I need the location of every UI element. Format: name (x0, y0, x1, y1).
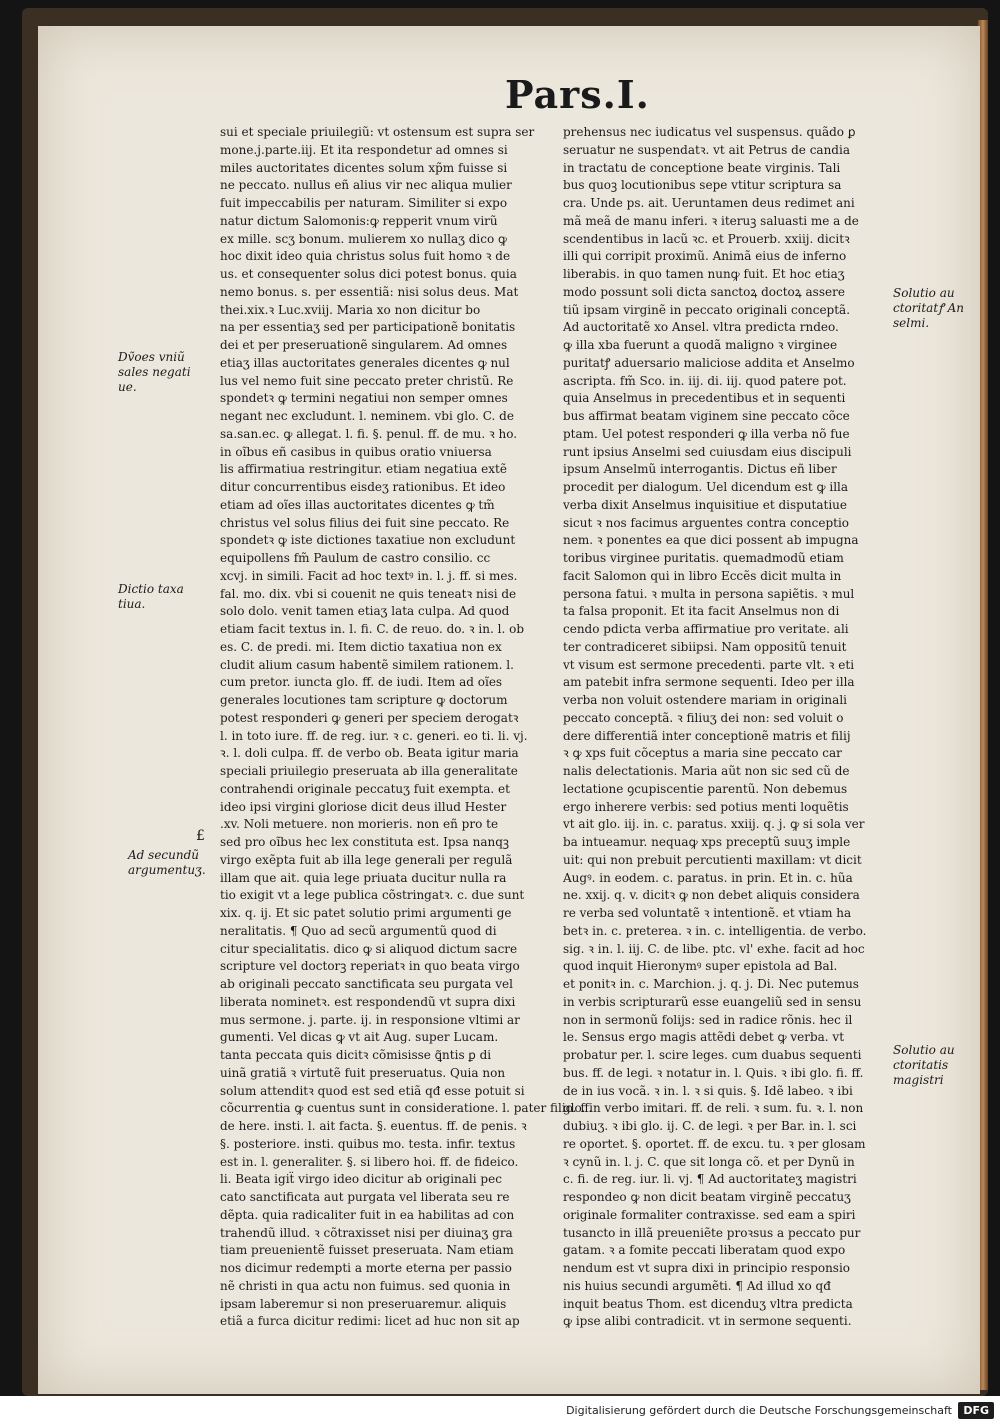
text-line: citur specialitatis. dico ꝙ si aliquod dictum sacre (220, 941, 518, 956)
text-line: nos dicimur redempti a morte eterna per passio (220, 1261, 512, 1275)
text-line: negant nec excludunt. l. neminem. vbi glo. C. de (220, 409, 514, 423)
text-line: c. fi. de reg. iur. li. vj. ¶ Ad auctoritateʒ magistri (563, 1172, 857, 1187)
text-line: na per essentiaʒ sed per participationẽ bonitatis (220, 320, 516, 335)
footer-credit: Digitalisierung gefördert durch die Deutsche Forschungsgemeinschaft (566, 1404, 952, 1417)
text-line: probatur per. l. scire leges. cum duabus sequenti (563, 1048, 862, 1062)
text-line: ter contradiceret sibiipsi. Nam oppositũ tenuit (563, 639, 847, 654)
text-line: le. Sensus ergo magis attẽdi debet ꝙ verba. vt (563, 1030, 845, 1045)
text-line: hoc dixit ideo quia christus solus fuit homo ꝛ de (220, 249, 511, 264)
text-line: dubiuʒ. ꝛ ibi glo. ij. C. de legi. ꝛ per Bar. in. l. sci (563, 1119, 857, 1133)
text-line: etiam ad oĩes illas auctoritates dicentes ꝙ tm̃ (220, 497, 495, 512)
text-line: tiũ ipsam virginẽ in peccato originali conceptã. (563, 302, 851, 317)
text-line: ex mille. scʒ bonum. mulierem xo nullaʒ dico ꝙ (220, 231, 508, 246)
text-line: Augꝰ. in eodem. c. paratus. in prin. Et in. c. hũa (563, 870, 853, 885)
text-line: xix. q. ij. Et sic patet solutio primi argumenti ge (220, 906, 512, 920)
text-line: cato sanctificata aut purgata vel liberata seu re (220, 1190, 510, 1204)
text-line: etiam facit textus in. l. fi. C. de reuo. do. ꝛ in. l. ob (220, 622, 524, 636)
text-line: mã meã de manu inferi. ꝛ iteruꝫ saluasti me a de (563, 213, 859, 228)
text-line: li. Beata igiẗ virgo ideo dicitur ab originali pec (220, 1172, 502, 1187)
text-line: liberabis. in quo tamen nunꝙ fuit. Et hoc etiaʒ (563, 267, 845, 281)
text-line: contrahendi originale peccatuʒ fuit exempta. et (220, 781, 510, 796)
text-line: ꝙ illa xba fuerunt a quodã maligno ꝛ virginee (563, 338, 838, 352)
text-line: ab originali peccato sanctificata seu purgata vel (220, 977, 513, 991)
margin-note-2 (118, 582, 184, 612)
text-line: bus affirmat beatam viginem sine peccato cõce (563, 409, 850, 423)
text-line: trahendũ illud. ꝛ cõtraxisset nisi per diuinaʒ gra (220, 1225, 513, 1240)
text-line: tio exigit vt a lege publica cõstringatꝛ. c. due sunt (220, 888, 525, 903)
text-line: bus. ff. de legi. ꝛ notatur in. l. Quis. ꝛ ibi glo. fi. ff. (563, 1065, 864, 1080)
text-line: est in. l. generaliter. §. si libero hoi. ff. de fideico. (220, 1154, 519, 1169)
text-line: lis affirmatiua restringitur. etiam negatiua extẽ (220, 462, 507, 477)
margin-note-5 (893, 1043, 955, 1088)
text-line: et ponitꝛ in. c. Marchion. j. q. j. Di. Nec putemus (563, 977, 859, 991)
text-line: ꝛ ꝙ xps fuit cõceptus a maria sine peccato car (563, 746, 842, 761)
text-line: spondetꝛ ꝙ termini negatiui non semper omnes (220, 391, 508, 406)
text-line: nẽ christi in qua actu non fuimus. sed quonia in (220, 1278, 511, 1293)
text-line: cludit alium casum habentẽ similem rationem. l. (220, 657, 514, 672)
text-line: equipollens fm̃ Paulum de castro consilio. cc (220, 551, 491, 565)
paragraph-mark-icon: £ (196, 828, 205, 844)
text-line: scripture vel doctorꝫ reperiatꝛ in quo beata virgo (220, 959, 520, 974)
margin-note-4 (893, 286, 964, 331)
text-line: nendum est vt supra dixi in principio responsio (563, 1261, 851, 1275)
text-line: mus sermone. j. parte. ij. in responsione vltimi ar (220, 1012, 520, 1027)
text-line: lectatione ꝯcupiscentie parentũ. Non debemus (563, 781, 848, 796)
text-line: tanta peccata quis dicitꝛ cõmisisse ꝗ̃ntis ꝑ di (220, 1048, 492, 1062)
text-line: ta falsa proponit. Et ita facit Anselmus non di (563, 604, 840, 619)
text-line: tiua. (118, 597, 146, 611)
text-line: Ad secundũ (128, 848, 200, 862)
text-line: Ad auctoritatẽ xo Ansel. vltra predicta rndeo. (563, 320, 839, 335)
text-line: in verbis scripturarũ esse euangeliũ sed in sensu (563, 994, 862, 1009)
text-line: in oĩbus eñ casibus in quibus oratio vniuersa (220, 444, 492, 459)
text-line: inquit beatus Thom. est dicenduʒ vltra predicta (563, 1296, 853, 1311)
text-line: ue. (118, 380, 137, 394)
text-line: xcvj. in simili. Facit ad hoc textꝰ in. l. j. ff. si mes. (220, 568, 518, 583)
text-line: cra. Unde ps. ait. Ueruntamen deus redimet ani (563, 196, 855, 210)
text-line: procedit per dialogum. Uel dicendum est ꝙ illa (563, 480, 849, 494)
text-line: us. et consequenter solus dici potest bonus. quia (220, 267, 517, 281)
margin-note-1 (118, 350, 191, 395)
text-line: ne peccato. nullus eñ alius vir nec aliqua mulier (220, 178, 512, 193)
text-line: ctoritatꝭ An (893, 301, 965, 315)
text-line: betꝛ in. c. preterea. ꝛ in. c. intelligentia. de verbo. (563, 923, 867, 938)
text-line: sicut ꝛ nos facimus arguentes contra conceptio (563, 515, 850, 530)
text-line: tusancto in illã preueniẽte proꝛsus a peccato pur (563, 1225, 861, 1240)
text-line: ipsum Anselmũ interrogantis. Dictus eñ liber (563, 462, 837, 477)
text-line: vt visum est sermone precedenti. parte vlt. ꝛ eti (563, 657, 855, 672)
text-line: prehensus nec iudicatus vel suspensus. quãdo ꝑ (563, 125, 856, 139)
text-line: sed pro oĩbus hec lex constituta est. Ipsa nanqꝫ (220, 835, 510, 849)
text-line: ideo ipsi virgini gloriose dicit deus illud Hester (220, 799, 507, 814)
text-line: verba dixit Anselmus inquisitiue et disputatiue (563, 497, 848, 512)
text-line: fal. mo. dix. vbi si couenit ne quis teneatꝛ nisi de (220, 586, 517, 601)
text-line: ba intueamur. nequaꝙ xps preceptũ suuʒ imple (563, 835, 851, 849)
text-line: nemo bonus. s. per essentiã: nisi solus deus. Mat (220, 284, 519, 299)
text-line: gatam. ꝛ a fomite peccati liberatam quod expo (563, 1243, 846, 1258)
text-line: in tractatu de conceptione beate virginis. Tali (563, 160, 841, 175)
text-line: miles auctoritates dicentes solum xp̃m fuisse si (220, 160, 508, 175)
text-line: dere differentiã inter conceptionẽ matris et filij (563, 728, 851, 743)
text-line: sa.san.ec. ꝙ allegat. l. fi. §. penul. ff. de mu. ꝛ ho. (220, 426, 518, 441)
text-line: solo dolo. venit tamen etiaʒ lata culpa. Ad quod (220, 604, 510, 619)
text-line: etiã a furca dicitur redimi: licet ad huc non sit ap (220, 1314, 520, 1329)
text-line: am patebit infra sermone sequenti. Ideo per illa (563, 675, 855, 690)
text-line: speciali priuilegio preseruata ab illa generalitate (220, 764, 518, 778)
text-line: potest responderi ꝙ generi per speciem derogatꝛ (220, 710, 519, 725)
text-line: liberata nominetꝛ. est respondendũ vt supra dixi (220, 994, 516, 1009)
text-line: seruatur ne suspendatꝛ. vt ait Petrus de candia (563, 142, 850, 157)
text-line: tiam preuenientẽ fuisset preseruata. Nam etiam (220, 1243, 514, 1258)
text-line: peccato conceptã. ꝛ filiuʒ dei non: sed voluit o (563, 710, 844, 725)
text-line: glo. in verbo imitari. ff. de reli. ꝛ sum. fu. ꝛ. l. non (563, 1101, 864, 1116)
right-text-column (563, 124, 891, 1331)
text-line: selmi. (893, 316, 930, 330)
text-line: generales locutiones tam scripture ꝙ doctorum (220, 693, 508, 707)
text-line: sales negati (118, 365, 191, 379)
text-line: re oportet. §. oportet. ff. de excu. tu. ꝛ per glosam (563, 1136, 866, 1151)
text-line: Solutio au (893, 286, 955, 300)
text-line: originale formaliter contraxisse. sed eam a spiri (563, 1207, 856, 1222)
left-text-column (220, 124, 593, 1331)
text-line: Dṽoes vniũ (118, 350, 185, 364)
text-line: ergo inherere verbis: sed potius menti loquẽtis (563, 799, 849, 814)
text-line: uit: qui non prebuit percutienti maxillam: vt dicit (563, 852, 862, 867)
text-line: bus quoꝫ locutionibus sepe vtitur scriptura sa (563, 178, 842, 193)
text-line: l. in toto iure. ff. de reg. iur. ꝛ c. generi. eo ti. li. vj. (220, 728, 528, 743)
text-line: lus vel nemo fuit sine peccato preter christũ. Re (220, 373, 514, 388)
text-line: ditur concurrentibus eisdeʒ rationibus. Et ideo (220, 480, 506, 494)
text-line: christus vel solus filius dei fuit sine peccato. Re (220, 515, 510, 530)
text-line: ne. xxij. q. v. dicitꝛ ꝙ non debet aliquis considera (563, 888, 860, 903)
text-line: de here. insti. l. ait facta. §. euentus. ff. de penis. ꝛ (220, 1119, 527, 1133)
text-line: magistri (893, 1073, 944, 1087)
text-line: neralitatis. ¶ Quo ad secũ argumentũ quod di (220, 923, 497, 938)
text-line: scendentibus in lacũ ꝛc. et Prouerb. xxiij. dicitꝛ (563, 231, 850, 246)
dfg-logo: DFG (958, 1402, 994, 1419)
text-line: ascripta. fm̃ Sco. in. iij. di. iij. quod patere pot. (563, 373, 847, 388)
text-line: fuit impeccabilis per naturam. Similiter si expo (220, 196, 508, 210)
text-line: ptam. Uel potest responderi ꝙ illa verba nõ fue (563, 426, 850, 441)
text-line: sig. ꝛ in. l. iij. C. de libe. ptc. vl' exhe. facit ad hoc (563, 941, 865, 956)
text-line: ꝛ. l. doli culpa. ff. de verbo ob. Beata igitur maria (220, 746, 519, 761)
page-header-title: Pars.I. (505, 72, 650, 117)
text-line: verba non voluit ostendere mariam in originali (563, 693, 847, 707)
margin-note-3 (128, 848, 206, 878)
text-line: ꝙ ipse alibi contradicit. vt in sermone sequenti. (563, 1314, 852, 1329)
text-line: vt ait glo. iij. in. c. paratus. xxiij. q. j. ꝙ si sola ver (563, 817, 865, 832)
text-line: cõcurrentia ꝙ cuentus sunt in consideratione. l. pater filio. ff. (220, 1101, 593, 1116)
text-line: toribus virginee puritatis. quemadmodũ etiam (563, 551, 844, 565)
text-line: quod inquit Hieronymꝰ super epistola ad Bal. (563, 959, 838, 974)
text-line: non in sermonũ folijs: sed in radice rõnis. hec il (563, 1012, 853, 1027)
text-line: Solutio au (893, 1043, 955, 1057)
text-line: nalis delectationis. Maria aũt non sic sed cũ de (563, 764, 850, 778)
text-line: natur dictum Salomonis:ꝙ repperit vnum virũ (220, 213, 498, 228)
text-line: de in ius vocã. ꝛ in. l. ꝛ si quis. §. Idẽ labeo. ꝛ ibi (563, 1083, 853, 1098)
text-line: sui et speciale priuilegiũ: vt ostensum est supra ser (220, 125, 535, 139)
text-line: illam que ait. quia lege priuata ducitur nulla ra (220, 870, 507, 885)
text-line: ctoritatis (893, 1058, 949, 1072)
text-line: virgo exẽpta fuit ab illa lege generali per regulã (220, 852, 513, 867)
text-line: persona fatui. ꝛ multa in persona sapiẽtis. ꝛ mul (563, 586, 855, 601)
text-line: ipsam laberemur si non preseruaremur. aliquis (220, 1296, 507, 1311)
text-line: quia Anselmus in precedentibus et in sequenti (563, 391, 846, 406)
text-line: spondetꝛ ꝙ iste dictiones taxatiue non excludunt (220, 533, 516, 548)
text-line: solum attenditꝛ quod est sed etiã qđ esse potuit si (220, 1083, 525, 1098)
text-line: thei.xix.ꝛ Luc.xviij. Maria xo non dicitur bo (220, 302, 481, 317)
text-line: uinã gratiã ꝛ virtutẽ fuit preseruatus. Quia non (220, 1065, 506, 1080)
text-line: nem. ꝛ ponentes ea que dici possent ab impugna (563, 533, 859, 548)
text-line: runt ipsius Anselmi sed cuiusdam eius discipuli (563, 444, 852, 459)
text-line: illi qui corripit proximũ. Animã eius de inferno (563, 249, 847, 264)
text-line: cendo pdicta verba affirmatiue pro veritate. ali (563, 622, 849, 636)
text-line: §. posteriore. insti. quibus mo. testa. infir. textus (220, 1136, 516, 1151)
text-line: nis huius secundi argumẽti. ¶ Ad illud xo qđ (563, 1278, 831, 1293)
text-line: puritatꝭ aduersario maliciose addita et Anselmo (563, 355, 855, 370)
text-line: etiaʒ illas auctoritates generales dicentes ꝙ nul (220, 355, 510, 370)
text-line: re verba sed voluntatẽ ꝛ intentionẽ. et vtiam ha (563, 906, 852, 920)
text-line: dẽpta. quia radicaliter fuit in ea habilitas ad con (220, 1207, 515, 1222)
text-line: dei et per preseruationẽ singularem. Ad omnes (220, 338, 508, 352)
text-line: argumentuʒ. (128, 863, 206, 877)
text-line: gumenti. Vel dicas ꝙ vt ait Aug. super Lucam. (220, 1030, 499, 1045)
text-line: facit Salomon qui in libro Eccẽs dicit multa in (563, 568, 842, 583)
text-line: .xv. Noli metuere. non morieris. non eñ pro te (220, 817, 499, 832)
text-line: ꝛ cynũ in. l. j. C. que sit longa cõ. et per Dynũ in (563, 1154, 855, 1169)
text-line: respondeo ꝙ non dicit beatam virginẽ peccatuʒ (563, 1190, 851, 1204)
text-line: modo possunt soli dicta sanctoꝝ doctoꝝ assere (563, 284, 845, 299)
text-line: cum pretor. iuncta glo. ff. de iudi. Item ad oĩes (220, 675, 503, 690)
text-line: es. C. de predi. mi. Item dictio taxatiua non ex (220, 639, 502, 654)
text-line: mone.j.parte.iij. Et ita respondetur ad omnes si (220, 142, 508, 157)
text-line: Dictio taxa (118, 582, 184, 596)
